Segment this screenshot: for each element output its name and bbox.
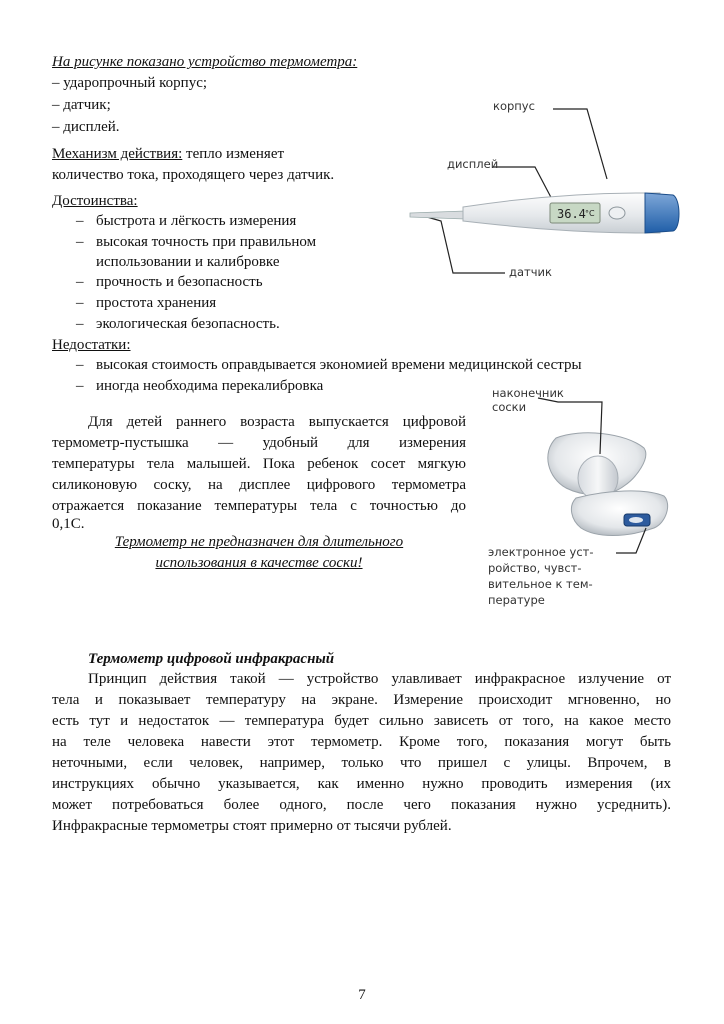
pacifier-line: 0,1С. [52, 516, 85, 532]
pacifier-line: Для детей раннего возраста выпускается цифровой [88, 414, 466, 430]
advantages-item: использовании и калибровке [96, 254, 280, 270]
pacifier-line: силиконовую соску, на дисплее цифрового термометра [52, 477, 466, 493]
advantages-dash: – [76, 213, 84, 229]
display-value: 36.4 [557, 207, 586, 221]
display-unit: °C [585, 209, 595, 218]
advantages-dash: – [76, 234, 84, 250]
infrared-line: неточными, если человек, например, только что пришел с улицы. Впрочем, в [52, 755, 671, 771]
infrared-line: Принцип действия такой — устройство улавливает инфракрасное излучение от [88, 671, 671, 687]
page-number: 7 [358, 987, 366, 1003]
label-device [488, 544, 594, 608]
label-tip-2: соски [492, 400, 527, 414]
label-tip-1: наконечник [492, 386, 564, 400]
infrared-line: может потребоваться более одного, после чего показания нужно усреднить). [52, 797, 671, 813]
label-device-line: электронное уст- [488, 545, 594, 559]
intro-heading: На рисунке показано устройство термометра: [52, 54, 358, 70]
label-device-line: ройство, чувст- [488, 561, 582, 575]
infrared-line: инструкциях обычно указывается, как именно нужно проводить измерения (их [52, 776, 671, 792]
label-device-line: пературе [488, 593, 545, 607]
advantages-item: быстрота и лёгкость измерения [96, 213, 297, 229]
thermometer-figure [405, 95, 695, 285]
label-body: корпус [493, 99, 535, 113]
infrared-title: Термометр цифровой инфракрасный [88, 651, 335, 667]
infrared-line: Инфракрасные термометры стоят примерно от тысячи рублей. [52, 818, 452, 834]
disadvantages-dash: – [76, 357, 84, 373]
advantages-dash: – [76, 295, 84, 311]
label-display: дисплей [447, 157, 499, 171]
pacifier-line: отражается показание температуры тела с точностью до [52, 498, 466, 514]
advantages-dash: – [76, 274, 84, 290]
infrared-line: тела и показывает температуру на экране. Измерение происходит мгновенно, но [52, 692, 671, 708]
disadvantages-heading: Недостатки: [52, 337, 131, 353]
advantages-dash: – [76, 316, 84, 332]
mechanism-line-2: количество тока, проходящего через датчик. [52, 167, 335, 183]
advantages-item: высокая точность при правильном [96, 234, 317, 250]
mechanism-label: Механизм действия: [52, 146, 183, 162]
advantages-heading: Достоинства: [52, 193, 138, 209]
mechanism-text-1: тепло изменяет [182, 146, 285, 162]
intro-item-display: – дисплей. [52, 119, 120, 135]
pacifier-line: термометр-пустышка — удобный для измерения [52, 435, 466, 451]
disadvantages-item: иногда необходима перекалибровка [96, 378, 324, 394]
intro-item-sensor: – датчик; [52, 97, 111, 113]
advantages-item: простота хранения [96, 295, 217, 311]
infrared-line: на теле человека навести этот термометр. Кроме того, показания могут быть [52, 734, 671, 750]
pacifier-figure [486, 378, 686, 623]
pacifier-line: температуры тела малышей. Пока ребенок сосет мягкую [52, 456, 466, 472]
mechanism-line-1 [52, 144, 284, 164]
thermometer-drawing [405, 95, 695, 285]
advantages-item: экологическая безопасность. [96, 316, 280, 332]
intro-item-body: – ударопрочный корпус; [52, 75, 208, 91]
disadvantages-item: высокая стоимость оправдывается экономией времени медицинской сестры [96, 357, 582, 373]
advantages-item: прочность и безопасность [96, 274, 263, 290]
infrared-line: есть тут и недостаток — температура будет сильно зависеть от того, на какое место [52, 713, 671, 729]
disadvantages-dash: – [76, 378, 84, 394]
pacifier-warning-1: Термометр не предназначен для длительного [114, 534, 404, 550]
pacifier-warning-2: использования в качестве соски! [155, 555, 363, 571]
label-device-line: вительное к тем- [488, 577, 593, 591]
label-sensor: датчик [509, 265, 552, 279]
